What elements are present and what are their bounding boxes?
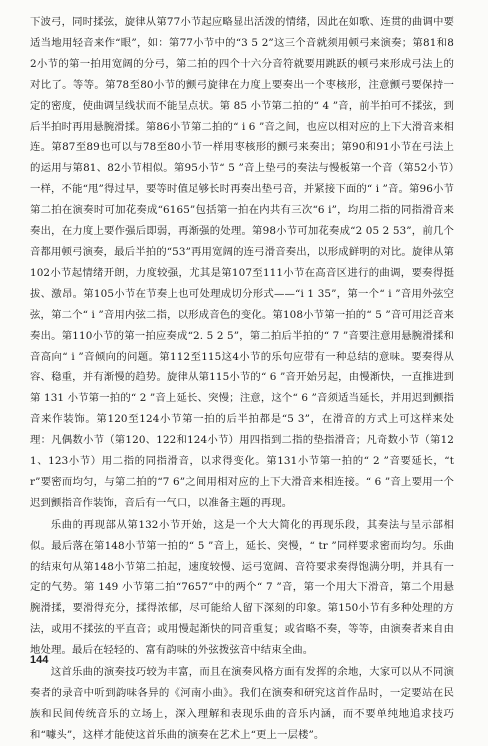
page-number: 144 (30, 654, 49, 666)
body-paragraph: 乐曲的再现部从第132小节开始，这是一个大大简化的再现乐段，其奏法与呈示部相似。最后落在第148小节第一拍的“ 5 ”音上，延长、突慢，“ tr ”同样要求密而均匀。乐曲的结束句从第148小节第二拍起，速度较慢、运弓宽阔、音符要求奏得饱满分明，并具有一定的气势。第 149 小节第二拍“7657”中的两个“ 7 ”音，第一个用大下滑音，第二个用悬腕滑揉，要滑得充分，揉得浓郁，尽可能给人留下深刻的印象。第150小节有多种处理的方法，或用不揉弦的平直音；或用慢起渐快的同音重复；或省略不奏，等等，由演奏者来自由地处理。最后在轻轻的、富有韵味的外弦拨弦音中结束全曲。 (30, 518, 454, 657)
body-paragraph: 下波弓，同时揉弦，旋律从第77小节起应略显出活泼的情绪，因此在如歌、连贯的曲调中要适当地用轻音来作“眼”，如：第77小节中的“3 5 2”这三个音就须用顿弓来演奏；第81和82小节的第一拍用宽阔的分弓，第二拍的四个十六分音符就要用跳跃的顿弓来形成弓法上的对比了。等等。第78至80小节的颤弓旋律在力度上要奏出一个枣核形，注意颤弓要保持一定的密度，使曲调呈线状而不能呈点状。第 85 小节第二拍的“ 4 ”音，前半拍可不揉弦，到后半拍时再用悬腕滑揉。第86小节第二拍的“ i 6 ”音之间，也应以相对应的上下大滑音来相连。第87至89也可以与78至80小节一样用枣核形的颤弓来奏出；第90和91小节在弓法上的运用与第81、82小节相似。第95小节“ 5 ”音上垫弓的奏法与慢板第一个音（第52小节）一样，不能“甩”得过早，要等时值足够长时再奏出垫弓音，并紧接下面的“ i ”音。第96小节第二拍在演奏时可加花奏成“6165”包括第一拍在内共有三次“6 i”，均用二指的同指滑音来奏出，在力度上要作强后即弱，再渐强的处理。第98小节可加花奏成“2 05 2 53”，前几个音都用顿弓演奏，最后半拍的“53”再用宽阔的连弓滑音奏出，以形成鲜明的对比。旋律从第102小节起情绪开朗，力度较强，尤其是第107至111小节在高音区进行的曲调，要奏得挺拔、激昂。第105小节在节奏上也可处理成切分形式——“i 1 35”，第一个“ i ”音用外弦空弦，第二个“ i ”音用内弦二指，以形成音色的变化。第108小节第一拍的“ 5 ”音可用泛音来奏出。第110小节的第一拍应奏成“2. 5 2 5”，第二拍后半拍的“ 7 ”音要注意用悬腕滑揉和音高向“ i ”音倾向的问题。第112至115这4小节的乐句应带有一种总结的意味。要奏得从容、稳重，并有渐慢的趋势。旋律从第115小节的“ 6 ”音开始另起，由慢渐快，一直推进到第 131 小节第一拍的“ 2 ”音上延长、突慢；注意，这个“ 6 ”音须适当延长，并用迟到颤指音来作装饰。第120至124小节第一拍的后半拍都是“5 3”，在滑音的方式上可这样来处理：凡偶数小节（第120、122和124小节）用四指到二指的垫指滑音；凡奇数小节（第121、123小节）用二指的同指滑音，以求得变化。第131小节第一拍的“ 2 ”音要延长，“tr”要密而均匀，与第二拍的“7 6”之间用相对应的上下大滑音来相连接。“ 6 ”音上要用一个迟到颤指音作装饰，音后有一气口，以准备主题的再现。 (30, 16, 454, 509)
body-paragraph: 这首乐曲的演奏技巧较为丰富，而且在演奏风格方面有发挥的余地，大家可以从不同演奏者的录音中听到韵味各异的《河南小曲》。我们在演奏和研究这首作品时，一定要站在民族和民间传统音乐的立场上，深入理解和表现乐曲的音乐内涵，而不要单纯地追求技巧和“噱头”，这样才能使这首乐曲的演奏在艺术上“更上一层楼”。 (30, 666, 454, 741)
